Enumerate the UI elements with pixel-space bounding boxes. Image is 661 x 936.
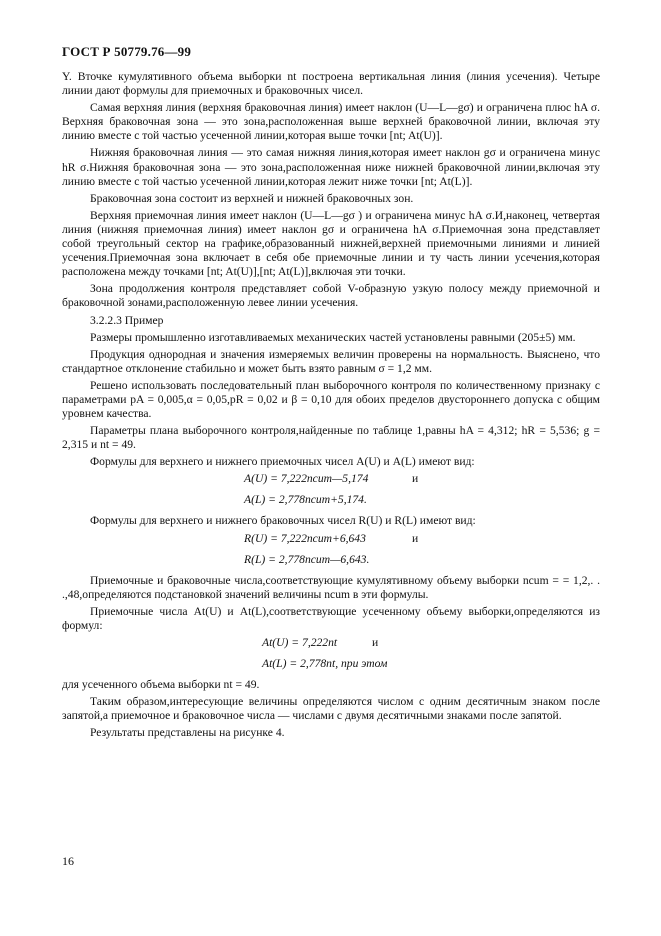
- page-number: 16: [62, 854, 74, 868]
- section-heading-example: 3.2.2.3 Пример: [90, 313, 164, 327]
- document-body: [62, 70, 600, 743]
- formula-row: [62, 636, 600, 657]
- paragraph-truncated-size: для усеченного объема выборки nt = 49.: [62, 677, 260, 691]
- formula-row: [62, 493, 600, 514]
- formula-conjunction: и: [372, 635, 379, 649]
- paragraph-results-ref: Результаты представлены на рисунке 4.: [90, 726, 285, 740]
- formula-accept-upper: A(U) = 7,222ncum—5,174: [244, 472, 369, 486]
- formula-reject-lower: R(L) = 2,778ncum—6,643.: [244, 552, 370, 566]
- paragraph-part-sizes: Размеры промышленно изготавливаемых механических частей установлены равными (205±5) мм.: [90, 330, 576, 344]
- paragraph-cumulative-numbers: Приемочные и браковочные числа,соответствующие кумулятивному объему выборки ncum = = 1,2,. . .,48,определяются подстановкой значений величины ncum в эти формулы.: [62, 573, 600, 601]
- paragraph-upper-reject-line: Самая верхняя линия (верхняя браковочная линия) имеет наклон (U—L—gσ) и ограничена плюс hA σ. Верхняя браковочная зона — это зона,расположенная выше верхней браковочной линии, включая эту линию вместе с той частью усеченной линии,которая выше точки [nt; At(U)].: [62, 101, 600, 143]
- paragraph-accept-lines: Верхняя приемочная линия имеет наклон (U—L—gσ ) и ограничена минус hA σ.И,наконец, четвертая линия (нижняя приемочная линия) имеет наклон gσ и ограничена hA σ.Приемочная зона представляет собой треугольный сектор на графике,образованный нижней,верхней приемочными линиями и линией усечения.Приемочная зона включает в себя обе приемочные линии и ту часть линии усечения,которая расположена между точками [nt; At(U)],[nt; At(L)],включая эти точки.: [62, 208, 600, 279]
- formula-row: [62, 553, 600, 574]
- paragraph-truncated-intro: Приемочные числа At(U) и At(L),соответствующие усеченному объему выборки,определяются из формул:: [62, 604, 600, 632]
- paragraph-normality: Продукция однородная и значения измеряемых величин проверены на нормальность. Выяснено, что стандартное отклонение стабильно и может быть взято равным σ = 1,2 мм.: [62, 347, 600, 375]
- formula-truncated-lower: At(L) = 2,778nt, при этом: [262, 656, 388, 670]
- paragraph-table-values: Параметры плана выборочного контроля,найденные по таблице 1,равны hA = 4,312; hR = 5,536; g = 2,315 и nt = 49.: [62, 424, 600, 452]
- paragraph-reject-formulas-intro: Формулы для верхнего и нижнего браковочных чисел R(U) и R(L) имеют вид:: [90, 514, 476, 528]
- paragraph-accept-formulas-intro: Формулы для верхнего и нижнего приемочных чисел A(U) и A(L) имеют вид:: [90, 455, 475, 469]
- paragraph-plan-parameters: Решено использовать последовательный план выборочного контроля по количественному признаку с параметрами pA = 0,005,α = 0,05,pR = 0,02 и β = 0,10 для обоих пределов двустороннего допуска с общим уровнем качества.: [62, 378, 600, 421]
- formula-conjunction: и: [412, 472, 419, 486]
- formula-reject-upper: R(U) = 7,222ncum+6,643: [244, 531, 366, 545]
- formula-row: [62, 472, 600, 493]
- paragraph-lower-reject-line: Нижняя браковочная линия — это самая нижняя линия,которая имеет наклон gσ и ограничена минус hR σ.Нижняя браковочная зона — это зона,расположенная ниже нижней браковочной линии,включая эту линию вместе с той частью усеченной линии,которая лежит ниже точки [nt; At(L)].: [62, 146, 600, 188]
- standard-header: ГОСТ Р 50779.76—99: [62, 44, 192, 59]
- formula-truncated-upper: At(U) = 7,222nt: [262, 635, 338, 649]
- formula-row: [62, 532, 600, 553]
- formula-row: [62, 657, 600, 678]
- formula-accept-lower: A(L) = 2,778ncum+5,174.: [244, 493, 367, 507]
- paragraph-reject-zone: Браковочная зона состоит из верхней и нижней браковочных зон.: [90, 191, 414, 205]
- paragraph-truncation-line: Y. Вточке кумулятивного объема выборки nt построена вертикальная линия (линия усечения). Четыре линии дают формулы для приемочных и браковочных чисел.: [62, 70, 600, 98]
- paragraph-continue-zone: Зона продолжения контроля представляет собой V-образную узкую полосу между приемочной и браковочной зонами,расположенную левее линии усечения.: [62, 282, 600, 310]
- paragraph-precision: Таким образом,интересующие величины определяются числом с одним десятичным знаком после запятой,а приемочное и браковочное числа — числами с двумя десятичными знаками после запятой.: [62, 695, 600, 723]
- formula-conjunction: и: [412, 531, 419, 545]
